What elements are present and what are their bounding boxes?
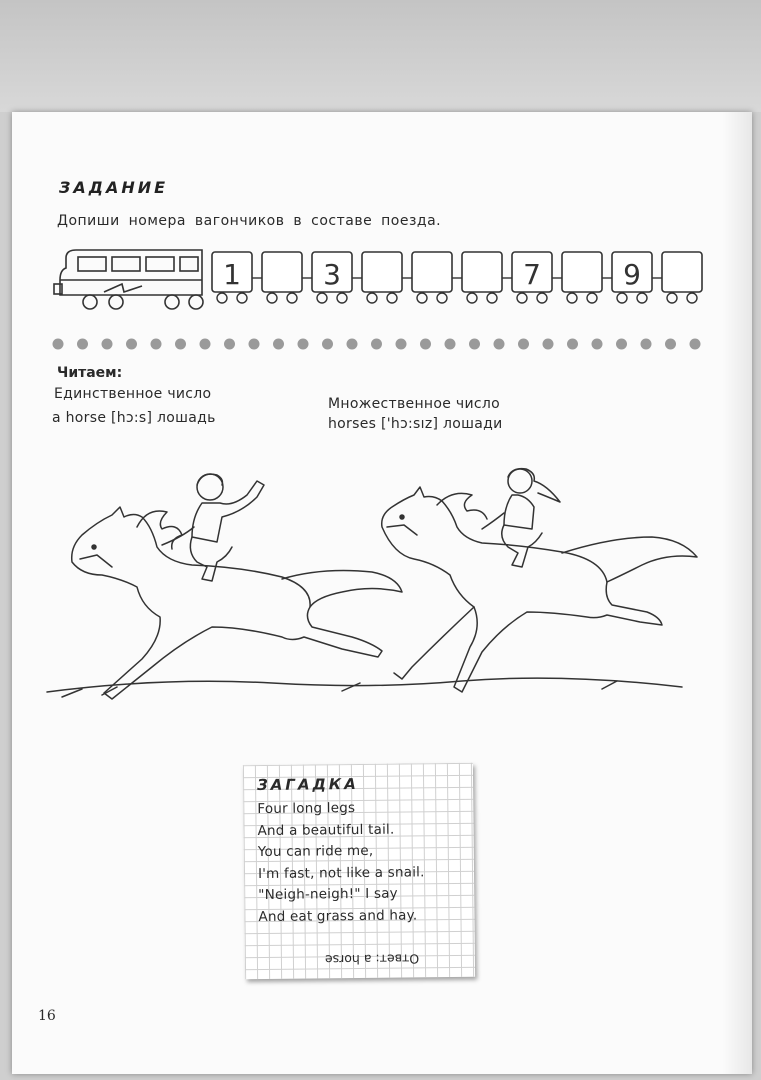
wagon-wheel	[637, 293, 647, 303]
locomotive	[54, 250, 203, 309]
plural-title: Множественное число	[328, 396, 500, 412]
singular-title: Единственное число	[54, 386, 212, 402]
divider-dot	[592, 339, 603, 350]
divider-dot	[420, 339, 431, 350]
horse-1	[72, 507, 402, 699]
riddle-title: ЗАГАДКА	[257, 774, 359, 795]
divider-dot	[469, 339, 480, 350]
divider-dot	[347, 339, 358, 350]
rider-2	[482, 469, 560, 567]
divider-dot	[690, 339, 701, 350]
wagon-wheel	[367, 293, 377, 303]
wagon-wheel	[267, 293, 277, 303]
divider-dot	[77, 339, 88, 350]
workbook-page	[12, 112, 752, 1074]
plural-word: horses ['hɔ:sız] лошади	[328, 416, 503, 432]
wagon-wheel	[237, 293, 247, 303]
horse-riders-illustration	[42, 467, 722, 732]
singular-word: a horse [hɔ:s] лошадь	[52, 410, 216, 426]
reading-title: Читаем:	[57, 365, 123, 381]
wagon-number: 3	[323, 258, 341, 291]
wagon-wheel	[437, 293, 447, 303]
divider-dot	[322, 339, 333, 350]
wagon	[462, 252, 512, 303]
divider-dot	[53, 339, 64, 350]
divider-dot	[200, 339, 211, 350]
divider-dot	[518, 339, 529, 350]
wagon	[412, 252, 462, 303]
wagon	[212, 252, 262, 303]
divider-dot	[641, 339, 652, 350]
wagon-wheel	[487, 293, 497, 303]
task-title: ЗАДАНИЕ	[59, 178, 169, 197]
divider-dot	[616, 339, 627, 350]
wagon	[312, 252, 362, 303]
divider-dot	[102, 339, 113, 350]
wagon-wheel	[317, 293, 327, 303]
wagon	[262, 252, 312, 303]
divider-dot	[665, 339, 676, 350]
divider-dot	[175, 339, 186, 350]
divider-dot	[249, 339, 260, 350]
divider-dot	[494, 339, 505, 350]
divider-dot	[126, 339, 137, 350]
wagon	[612, 252, 662, 303]
riddle-line: Four long legs	[257, 800, 356, 818]
wagon-wheel	[337, 293, 347, 303]
wagon-wheel	[537, 293, 547, 303]
wagon	[562, 252, 612, 303]
divider-dot	[396, 339, 407, 350]
riddle-lines	[257, 797, 425, 928]
divider-dot	[371, 339, 382, 350]
wagon-wheel	[387, 293, 397, 303]
divider-dot	[298, 339, 309, 350]
wagon-wheel	[417, 293, 427, 303]
riddle-line: "Neigh-neigh!" I say	[258, 885, 398, 904]
riddle-answer-upside-down: Ответ: a horse	[324, 951, 420, 968]
wagon-number: 7	[523, 258, 541, 291]
page-number: 16	[38, 1008, 56, 1024]
divider-dot	[543, 339, 554, 350]
wagon-wheel	[587, 293, 597, 303]
page-shadow	[722, 112, 752, 1074]
wagon-wheel	[617, 293, 627, 303]
wagon	[662, 252, 702, 303]
wagon-wheel	[667, 293, 677, 303]
wagon-number: 1	[223, 258, 241, 291]
divider-dot	[224, 339, 235, 350]
wagons-row	[212, 252, 702, 303]
wagon-wheel	[517, 293, 527, 303]
wagon	[512, 252, 562, 303]
riddle-line: You can ride me,	[257, 842, 374, 861]
riddle-line: I'm fast, not like a snail.	[257, 863, 425, 882]
wagon-wheel	[567, 293, 577, 303]
task-instruction: Допиши номера вагончиков в составе поезда.	[57, 213, 442, 229]
riddle-line: And a beautiful tail.	[257, 821, 395, 839]
dot-divider	[52, 334, 702, 354]
wagon-number: 9	[623, 258, 641, 291]
wagon-wheel	[217, 293, 227, 303]
wagon-wheel	[687, 293, 697, 303]
divider-dot	[445, 339, 456, 350]
divider-dot	[151, 339, 162, 350]
riddle-card	[243, 763, 475, 979]
train-illustration	[52, 240, 712, 320]
horse-2	[382, 487, 697, 692]
wagon-wheel	[467, 293, 477, 303]
wagon	[362, 252, 412, 303]
wagon-wheel	[287, 293, 297, 303]
divider-dot	[567, 339, 578, 350]
divider-dot	[273, 339, 284, 350]
riddle-line: And eat grass and hay.	[258, 906, 418, 925]
scan-background	[0, 0, 761, 112]
